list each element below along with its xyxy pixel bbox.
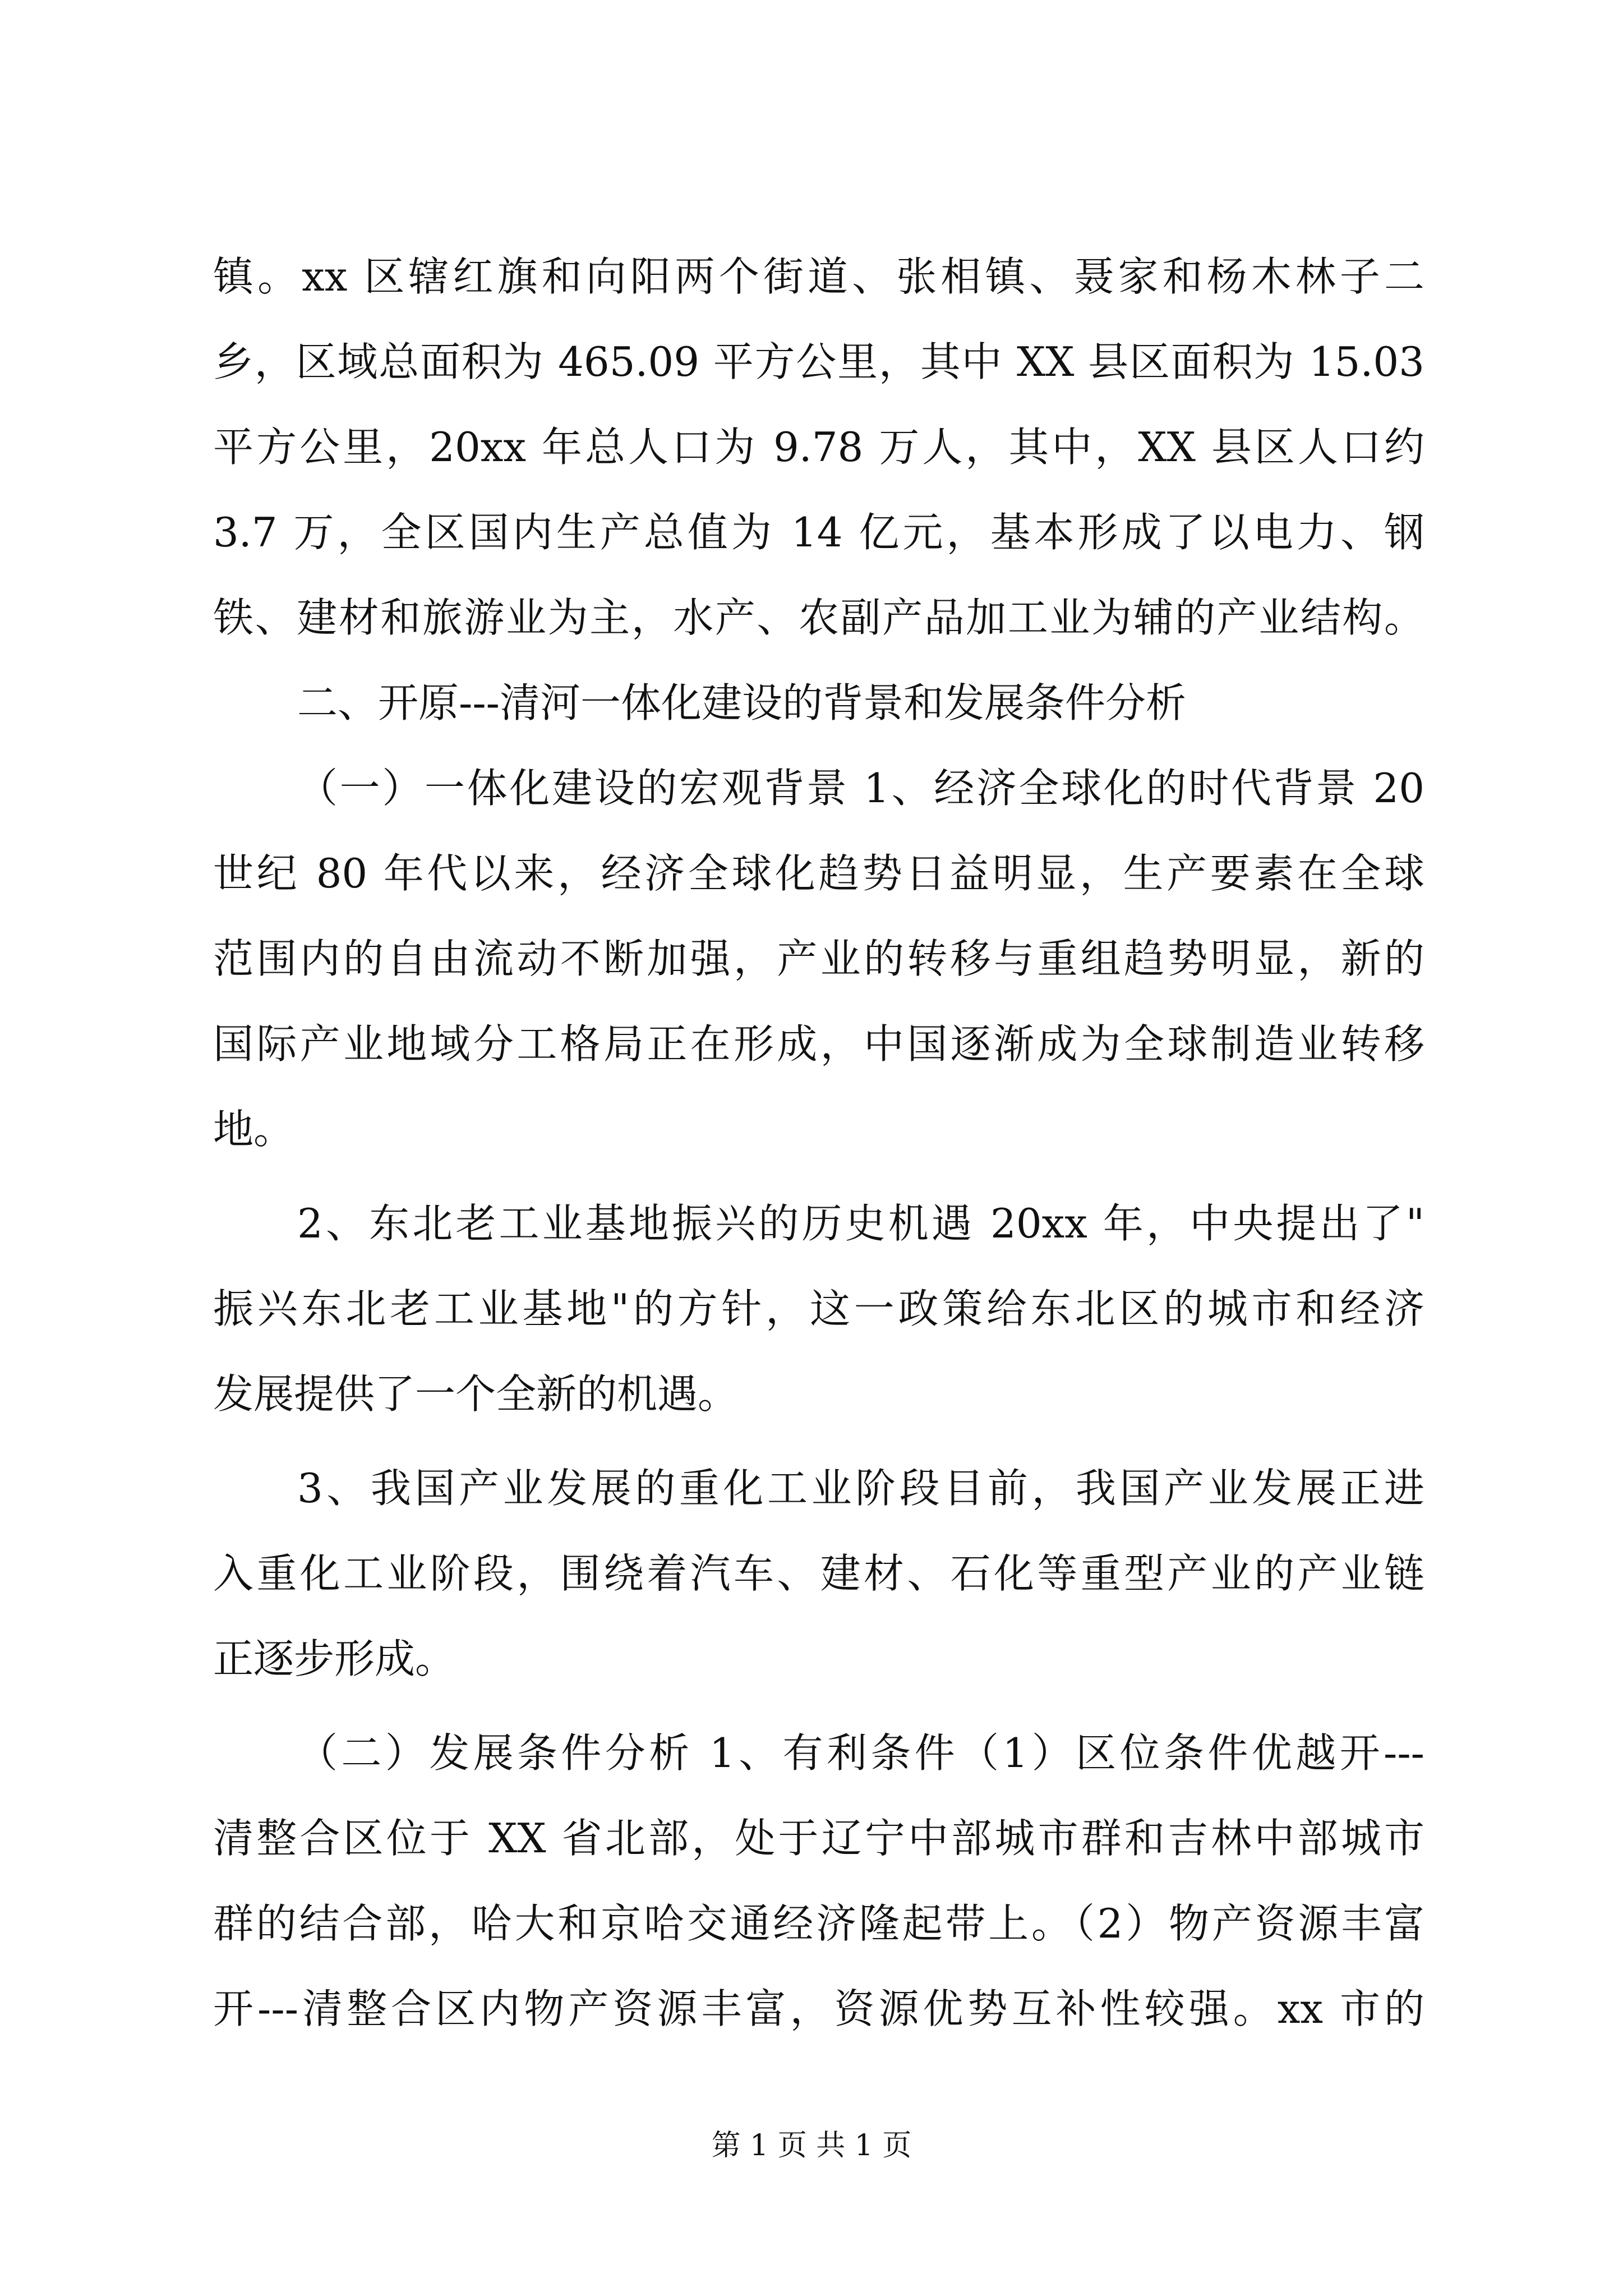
- text-line: 开---清整合区内物产资源丰富，资源优势互补性较强。xx 市的: [213, 1985, 1424, 2032]
- text-line: 镇。xx 区辖红旗和向阳两个街道、张相镇、聂家和杨木林子二: [213, 253, 1424, 300]
- text-line: 世纪 80 年代以来，经济全球化趋势日益明显，生产要素在全球: [213, 850, 1424, 897]
- text-line: 群的结合部，哈大和京哈交通经济隆起带上。（2）物产资源丰富: [213, 1900, 1424, 1947]
- text-line: 范围内的自由流动不断加强，产业的转移与重组趋势明显，新的: [213, 935, 1424, 982]
- text-line: 清整合区位于 XX 省北部，处于辽宁中部城市群和吉林中部城市: [213, 1815, 1424, 1862]
- text-line: 乡，区域总面积为 465.09 平方公里，其中 XX 县区面积为 15.03: [213, 338, 1424, 385]
- text-line: （二）发展条件分析 1、有利条件（1）区位条件优越开---: [297, 1729, 1424, 1777]
- text-line: 国际产业地域分工格局正在形成，中国逐渐成为全球制造业转移: [213, 1020, 1424, 1068]
- section-heading: 二、开原---清河一体化建设的背景和发展条件分析: [297, 679, 1186, 726]
- text-line: 入重化工业阶段，围绕着汽车、建材、石化等重型产业的产业链: [213, 1550, 1424, 1597]
- text-line: 发展提供了一个全新的机遇。: [213, 1370, 739, 1418]
- text-line: （一）一体化建设的宏观背景 1、经济全球化的时代背景 20: [297, 765, 1424, 812]
- text-line: 3.7 万，全区国内生产总值为 14 亿元，基本形成了以电力、钢: [213, 509, 1424, 556]
- text-line: 2、东北老工业基地振兴的历史机遇 20xx 年，中央提出了": [297, 1200, 1424, 1247]
- text-line: 振兴东北老工业基地"的方针，这一政策给东北区的城市和经济: [213, 1285, 1424, 1332]
- text-line: 平方公里，20xx 年总人口为 9.78 万人，其中，XX 县区人口约: [213, 424, 1424, 471]
- text-line: 正逐步形成。: [213, 1635, 456, 1682]
- text-line: 地。: [213, 1106, 294, 1153]
- page-number-footer: 第 1 页 共 1 页: [711, 2129, 912, 2162]
- text-line: 3、我国产业发展的重化工业阶段目前，我国产业发展正进: [297, 1465, 1424, 1512]
- text-line: 铁、建材和旅游业为主，水产、农副产品加工业为辅的产业结构。: [213, 594, 1424, 641]
